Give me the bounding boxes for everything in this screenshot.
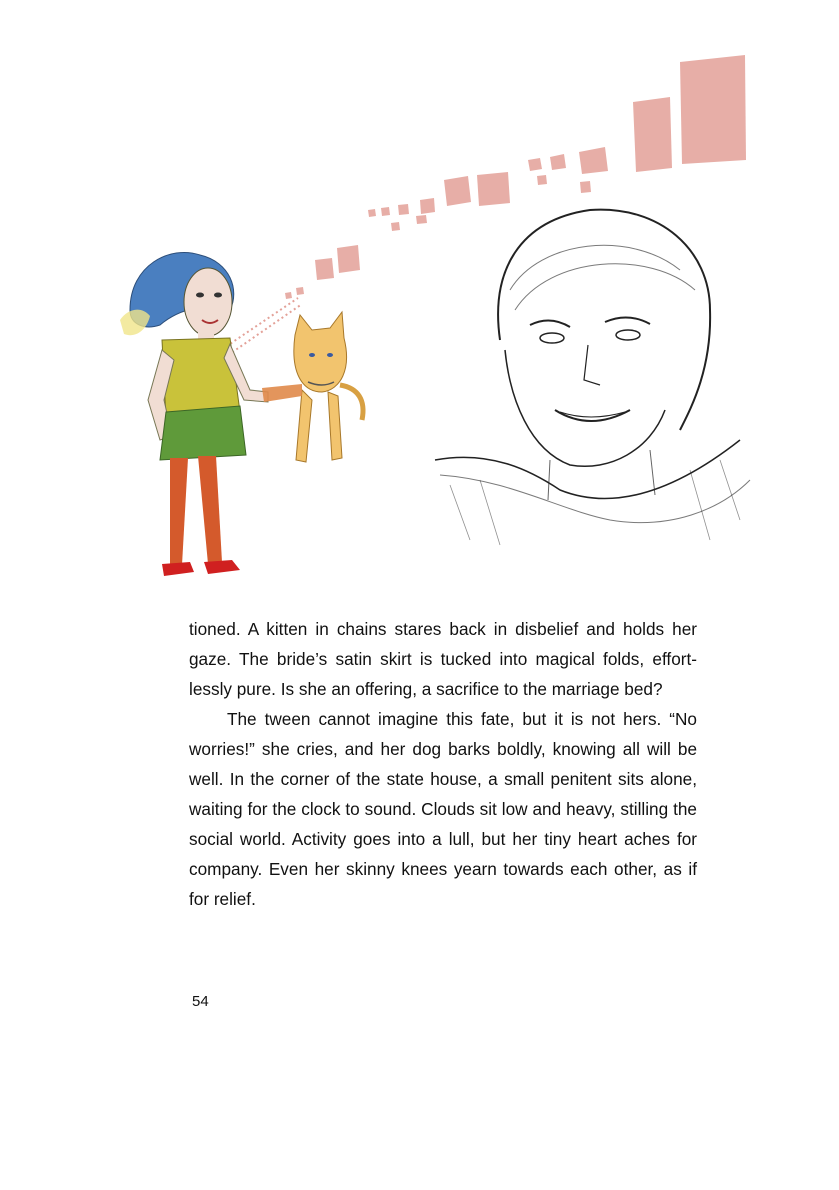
girl-figure <box>120 252 268 576</box>
illustration <box>90 40 810 585</box>
pink-squares-trail <box>285 55 746 299</box>
body-text <box>189 614 697 914</box>
cat-figure <box>262 312 363 462</box>
page-number: 54 <box>192 993 209 1010</box>
woman-portrait-sketch <box>435 210 750 545</box>
paragraph-1: tioned. A kitten in chains stares back in disbelief and holds her gaze. The bride’s satin skirt is tucked into magical folds, effort-lessly pure. Is she an offering, a sacrifice to the marriage bed? <box>189 619 697 699</box>
paragraph-2: The tween cannot imagine this fate, but it is not hers. “No worries!” she cries, and her dog barks boldly, knowing all will be well. In the corner of the state house, a small penitent sits alone, waiting for the clock to sound. Clouds sit low and heavy, stilling the social world. Activity goes into a lull, but her tiny heart aches for company. Even her skinny knees yearn towards each other, as if for relief. <box>189 709 697 909</box>
